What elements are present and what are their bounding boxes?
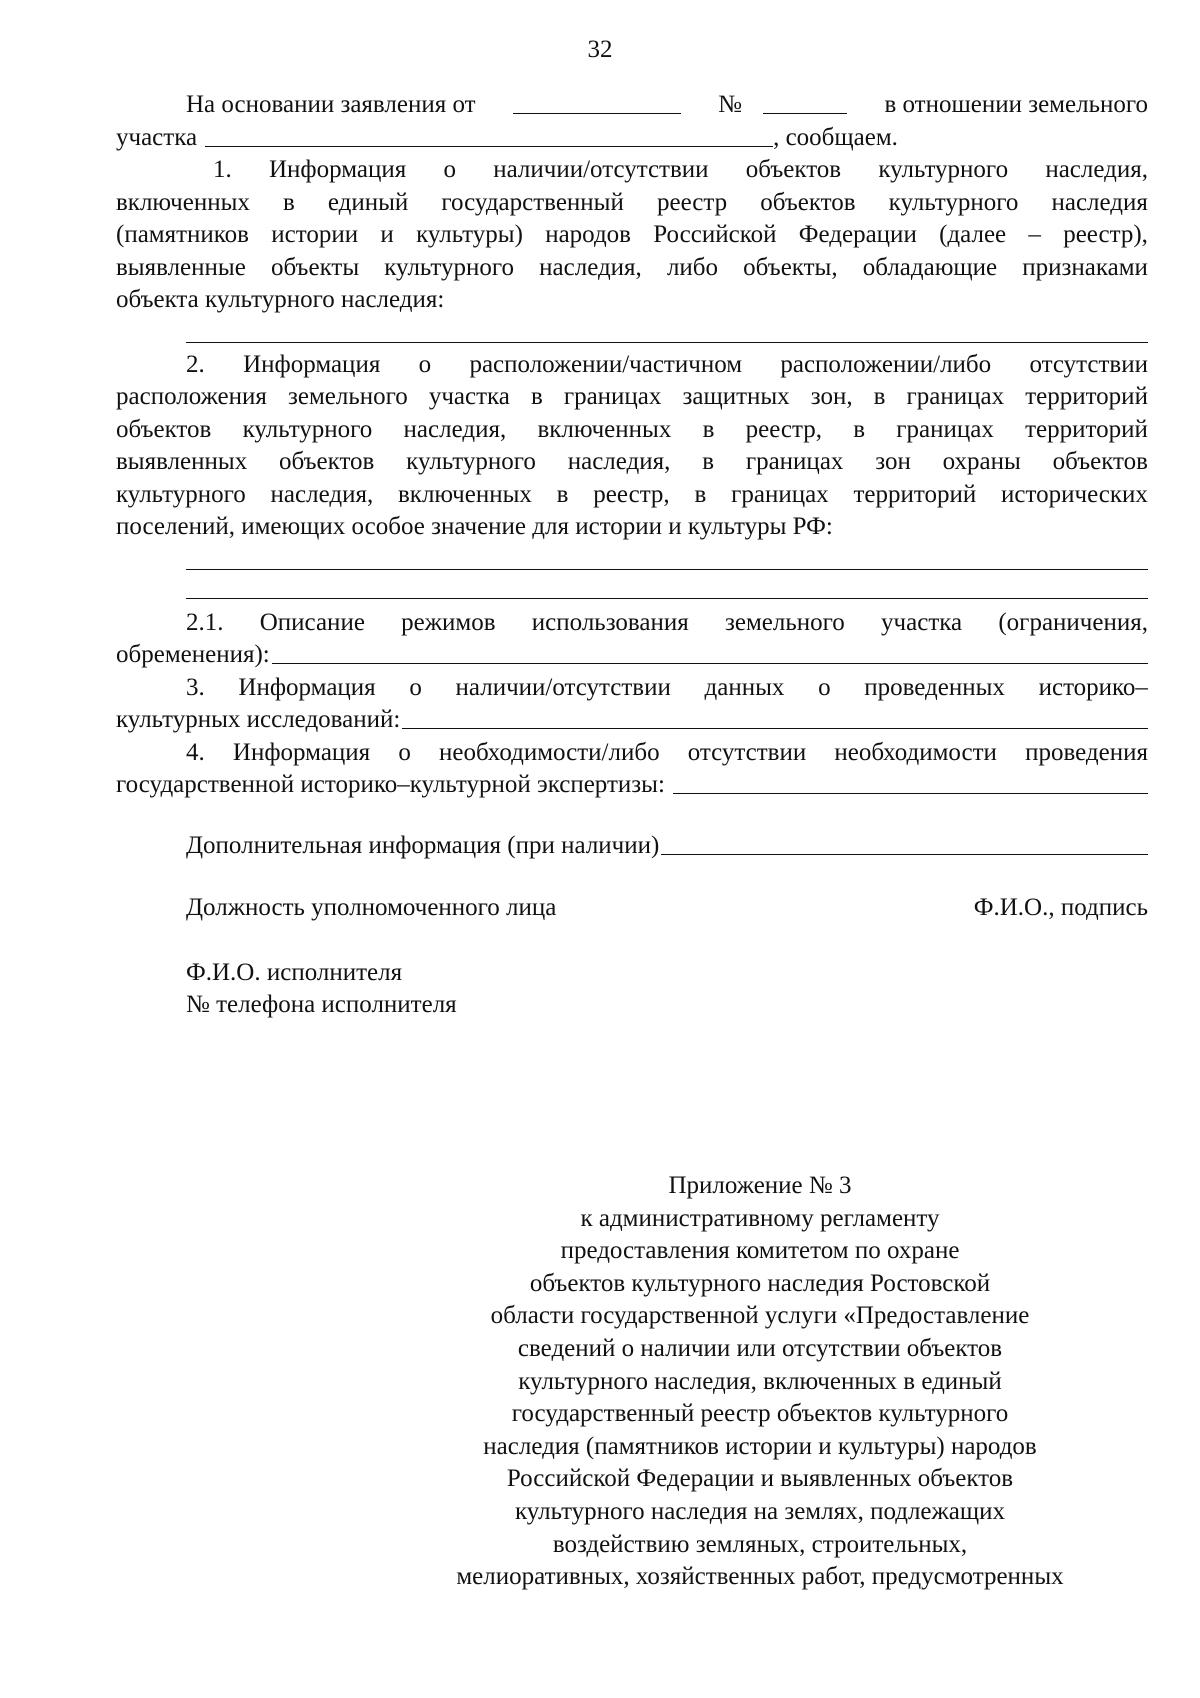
- item1-text: (памятников истории и культуры) народов Российской Федерации (далее – реестр),: [116, 221, 1148, 248]
- item3-line-2: [116, 704, 1148, 737]
- item4-answer-field[interactable]: [673, 769, 1148, 794]
- appendix-line: культурного наследия на землях, подлежащих: [514, 1497, 1006, 1525]
- appendix-line: наследия (памятников истории и культуры) народов: [483, 1432, 1037, 1460]
- item1-text: объекта культурного наследия:: [116, 286, 445, 313]
- item3-text: 3. Информация о наличии/отсутствии данных о проведенных историко–: [186, 673, 1148, 701]
- appendix-line: Российской Федерации и выявленных объектов: [506, 1465, 1014, 1493]
- item2-text: выявленных объектов культурного наследия, в границах зон охраны объектов: [116, 448, 1148, 475]
- item2-line: [116, 479, 1148, 512]
- item2-text: культурного наследия, включенных в реестр, в границах территорий исторических: [116, 480, 1148, 508]
- page-number: 32: [587, 36, 613, 63]
- item1-text: включенных в единый государственный реестр объектов культурного наследия: [116, 188, 1148, 216]
- intro-number-sign: №: [718, 91, 742, 118]
- item1-line: [116, 187, 1148, 220]
- item3-line-1: [116, 672, 1148, 705]
- item3-text-2: культурных исследований:: [116, 706, 401, 733]
- intro-line-1: [116, 89, 1148, 122]
- appendix-line: мелиоративных, хозяйственных работ, предусмотренных: [456, 1563, 1064, 1591]
- item1-line: [116, 252, 1148, 285]
- item21-text-2: обременения):: [116, 641, 270, 668]
- item2-answer-field-1[interactable]: [186, 545, 1148, 570]
- item1-text: 1. Информация о наличии/отсутствии объектов культурного наследия,: [213, 156, 1148, 183]
- appendix-line: культурного наследия, включенных в единый: [518, 1367, 1002, 1395]
- item2-text: объектов культурного наследия, включенных в реестр, в границах территорий: [116, 415, 1148, 443]
- name-signature-label: Ф.И.О., подпись: [973, 894, 1148, 921]
- item1-line: [116, 154, 1148, 187]
- intro-text-b: в отношении земельного: [884, 91, 1148, 118]
- item1-text: выявленные объекты культурного наследия, либо объекты, обладающие признаками: [116, 253, 1148, 281]
- intro-text-parcel: участка: [116, 123, 198, 151]
- appendix-header: [380, 1170, 1140, 1594]
- item21-line-1: [116, 607, 1148, 640]
- item2-text: 2. Информация о расположении/частичном расположении/либо отсутствии: [186, 350, 1148, 378]
- appendix-line: области государственной услуги «Предоставление: [490, 1302, 1030, 1330]
- additional-info-label: Дополнительная информация (при наличии): [186, 831, 660, 859]
- item2-line: [116, 349, 1148, 382]
- item21-text: 2.1. Описание режимов использования земельного участка (ограничения,: [186, 608, 1148, 636]
- appendix-line: Приложение № 3: [668, 1172, 852, 1199]
- item21-answer-field[interactable]: [272, 639, 1148, 664]
- application-number-field[interactable]: [763, 89, 847, 114]
- appendix-line: предоставления комитетом по охране: [560, 1237, 960, 1265]
- item2-line: [116, 446, 1148, 479]
- item4-line-1: [116, 737, 1148, 770]
- land-parcel-field[interactable]: [205, 122, 773, 147]
- executor-phone-label: № телефона исполнителя: [186, 991, 457, 1018]
- item2-text: поселений, имеющих особое значение для истории и культуры РФ:: [116, 513, 833, 540]
- item4-text-2: государственной историко–культурной экспертизы:: [116, 771, 665, 798]
- intro-text-a: На основании заявления от: [186, 91, 476, 118]
- appendix-line: объектов культурного наследия Ростовской: [529, 1269, 991, 1297]
- application-date-field[interactable]: [513, 89, 681, 114]
- item3-answer-field[interactable]: [402, 704, 1148, 729]
- item2-answer-field-2[interactable]: [186, 574, 1148, 599]
- signature-line: [116, 892, 1148, 925]
- executor-block: [116, 957, 1148, 1022]
- form-body: [116, 89, 1148, 1022]
- executor-name-label: Ф.И.О. исполнителя: [186, 958, 403, 986]
- item1-answer-field[interactable]: [186, 318, 1148, 343]
- additional-info-line: [116, 830, 1148, 863]
- intro-line-2: [116, 122, 1148, 155]
- item1-line: [116, 284, 1148, 317]
- item1-line: [116, 219, 1148, 252]
- appendix-line: воздействию земляных, строительных,: [552, 1530, 968, 1558]
- item4-line-2: [116, 769, 1148, 802]
- item2-line: [116, 511, 1148, 544]
- item21-line-2: [116, 639, 1148, 672]
- item2-line: [116, 414, 1148, 447]
- additional-info-field[interactable]: [661, 830, 1148, 855]
- appendix-line: сведений о наличии или отсутствии объектов: [517, 1334, 1003, 1362]
- item2-line: [116, 381, 1148, 414]
- appendix-line: к административному регламенту: [580, 1204, 940, 1232]
- appendix-line: государственный реестр объектов культурного: [511, 1400, 1009, 1428]
- official-position-label: Должность уполномоченного лица: [186, 894, 557, 921]
- intro-text-report: , сообщаем.: [773, 123, 898, 151]
- item2-text: расположения земельного участка в границах защитных зон, в границах территорий: [116, 383, 1148, 410]
- item4-text: 4. Информация о необходимости/либо отсутствии необходимости проведения: [186, 738, 1148, 766]
